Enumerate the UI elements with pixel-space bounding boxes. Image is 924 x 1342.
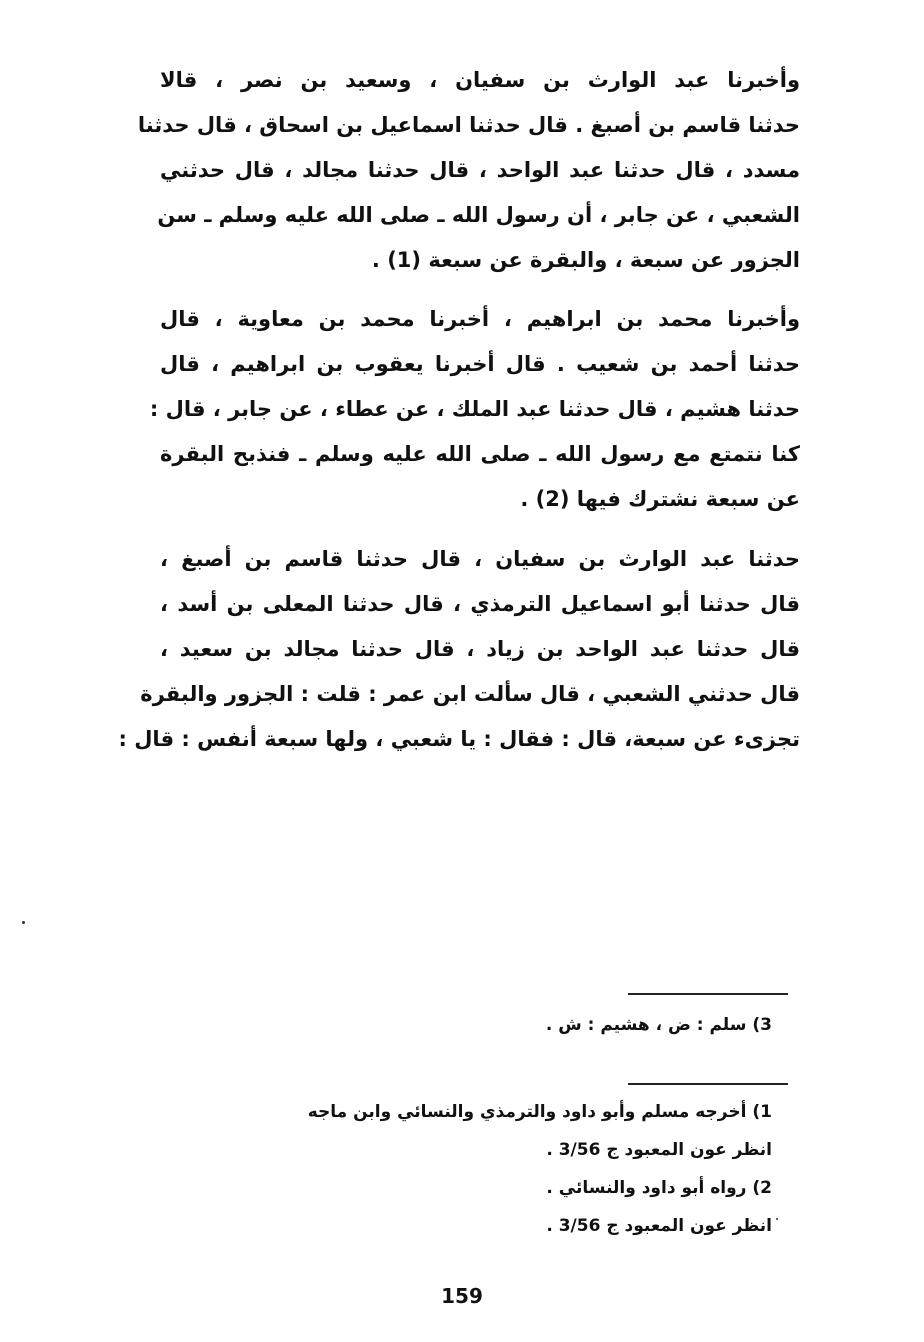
text-line: حدثنا أحمد بن شعيب . قال أخبرنا يعقوب بن ابراهيم ، قال	[160, 352, 800, 376]
variant-note-text: 3) سلم : ض ، هشيم : ش .	[545, 1015, 772, 1035]
text-line: الجزور عن سبعة ، والبقرة عن سبعة (1) .	[371, 248, 800, 272]
text-line: حدثنا هشيم ، قال حدثنا عبد الملك ، عن عطاء ، عن جابر ، قال :	[149, 397, 800, 421]
footnote-divider	[628, 1083, 788, 1085]
scan-speck	[776, 1218, 778, 1220]
text-line: مسدد ، قال حدثنا عبد الواحد ، قال حدثنا مجالد ، قال حدثني	[160, 158, 800, 182]
paragraph-1	[137, 58, 800, 283]
variant-note	[546, 1006, 772, 1044]
footnote-line: انظر عون المعبود ج 3/56 .	[546, 1140, 772, 1160]
page-number: 159	[441, 1284, 483, 1308]
text-line: حدثنا قاسم بن أصبغ . قال حدثنا اسماعيل بن اسحاق ، قال حدثنا	[137, 113, 800, 137]
footnote-line: 1) أخرجه مسلم وأبو داود والترمذي والنسائي وابن ماجه	[307, 1102, 772, 1122]
scan-speck	[22, 921, 25, 924]
text-line: تجزىء عن سبعة، قال : فقال : يا شعبي ، ولها سبعة أنفس : قال :	[118, 727, 800, 751]
text-line: قال حدثنا أبو اسماعيل الترمذي ، قال حدثنا المعلى بن أسد ،	[160, 592, 800, 616]
text-line: وأخبرنا محمد بن ابراهيم ، أخبرنا محمد بن معاوية ، قال	[160, 307, 800, 331]
footnote-divider	[628, 993, 788, 995]
text-line: عن سبعة نشترك فيها (2) .	[520, 487, 800, 511]
text-line: قال حدثنا عبد الواحد بن زياد ، قال حدثنا مجالد بن سعيد ،	[160, 637, 800, 661]
text-line: الشعبي ، عن جابر ، أن رسول الله ـ صلى الله عليه وسلم ـ سن	[157, 203, 800, 227]
footnote-line: 2) رواه أبو داود والنسائي .	[546, 1178, 772, 1198]
text-line: قال حدثني الشعبي ، قال سألت ابن عمر : قلت : الجزور والبقرة	[140, 682, 800, 706]
footnote-line: انظر عون المعبود ج 3/56 .	[546, 1216, 772, 1236]
text-line: حدثنا عبد الوارث بن سفيان ، قال حدثنا قاسم بن أصبغ ،	[160, 547, 800, 571]
paragraph-2	[149, 297, 800, 522]
footnotes	[308, 1093, 772, 1245]
paragraph-3	[118, 537, 800, 762]
text-line: وأخبرنا عبد الوارث بن سفيان ، وسعيد بن نصر ، قالا	[160, 68, 800, 92]
text-line: كنا نتمتع مع رسول الله ـ صلى الله عليه وسلم ـ فنذبح البقرة	[160, 442, 800, 466]
